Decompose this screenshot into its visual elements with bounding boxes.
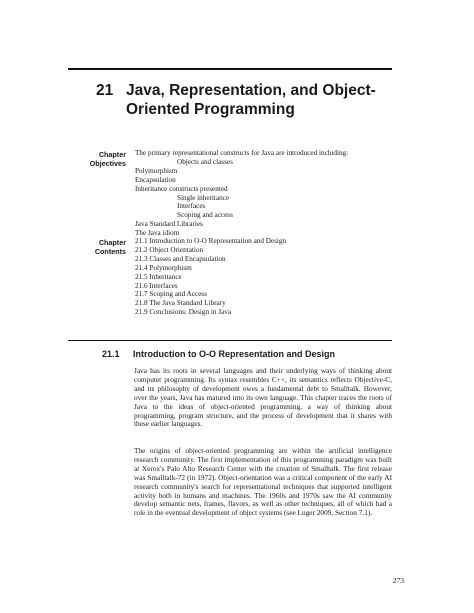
objective-item: Polymorphism <box>135 166 178 175</box>
contents-item: 21.6 Interfaces <box>135 281 178 290</box>
objective-item: Scoping and access <box>177 211 233 220</box>
chapter-title: Java, Representation, and Object-Oriented Programming <box>126 82 376 118</box>
section-rule <box>68 340 392 341</box>
body-paragraph: The origins of object-oriented programming are within the artificial intelligence research community. The first implementation of this programming paradigm was built at Xerox's Palo Alto Research Center with the creation of Smalltalk. The first release was Smalltalk-72 (in 1972). Object-orientation was a critical component of the early AI research community's search for representational techniques that supported intelligent activity both in humans and machines. The 1960s and 1970s saw the AI community develop semantic nets, frames, flavors, as well as other techniques, all of which had a role in the eventual development of object systems (see Luger 2009, Section 7.1). <box>134 446 392 518</box>
section-title: Introduction to O-O Representation and Design <box>133 349 336 359</box>
contents-list <box>135 237 395 317</box>
body-paragraph: Java has its roots in several languages and their underlying ways of thinking about computer programming. Its syntax resembles C++, its semantics reflects Objective-C, and its philosophy of development owes a fundamental debt to Smalltalk. However, over the years, Java has matured into its own language. This chapter traces the roots of Java to the ideas of object-oriented programming, a way of thinking about programming, program structure, and the process of development that it shares with these earlier languages. <box>134 366 392 429</box>
objective-item: Java Standard Libraries <box>135 220 203 229</box>
contents-item: 21.7 Scoping and Access <box>135 290 207 299</box>
objective-item: Objects and classes <box>177 157 233 166</box>
section-number: 21.1 <box>102 349 120 359</box>
contents-item: 21.3 Classes and Encapsulation <box>135 254 226 263</box>
objectives-label: Chapter Objectives <box>89 150 126 168</box>
contents-item: 21.2 Object Orientation <box>135 245 204 254</box>
contents-item: 21.1 Introduction to O-O Representation and Design <box>135 237 287 245</box>
contents-item: 21.9 Conclusions: Design in Java <box>135 308 232 317</box>
contents-item: 21.5 Inheritance <box>135 272 182 281</box>
objective-item: Inheritance constructs presented <box>135 184 228 193</box>
chapter-number: 21 <box>96 82 114 99</box>
objectives-list <box>135 149 395 238</box>
contents-item: 21.4 Polymorphism <box>135 263 192 272</box>
page-number: 273 <box>392 576 404 585</box>
objective-item: The primary representational constructs for Java are introduced including: <box>135 149 349 157</box>
objective-item: Single inheritance <box>177 193 230 202</box>
contents-label: Chapter Contents <box>94 238 126 256</box>
objective-item: Encapsulation <box>135 175 176 184</box>
objective-item: Interfaces <box>177 202 206 211</box>
contents-item: 21.8 The Java Standard Library <box>135 299 226 308</box>
top-rule <box>68 68 392 70</box>
objective-item: The Java idiom <box>135 229 180 238</box>
